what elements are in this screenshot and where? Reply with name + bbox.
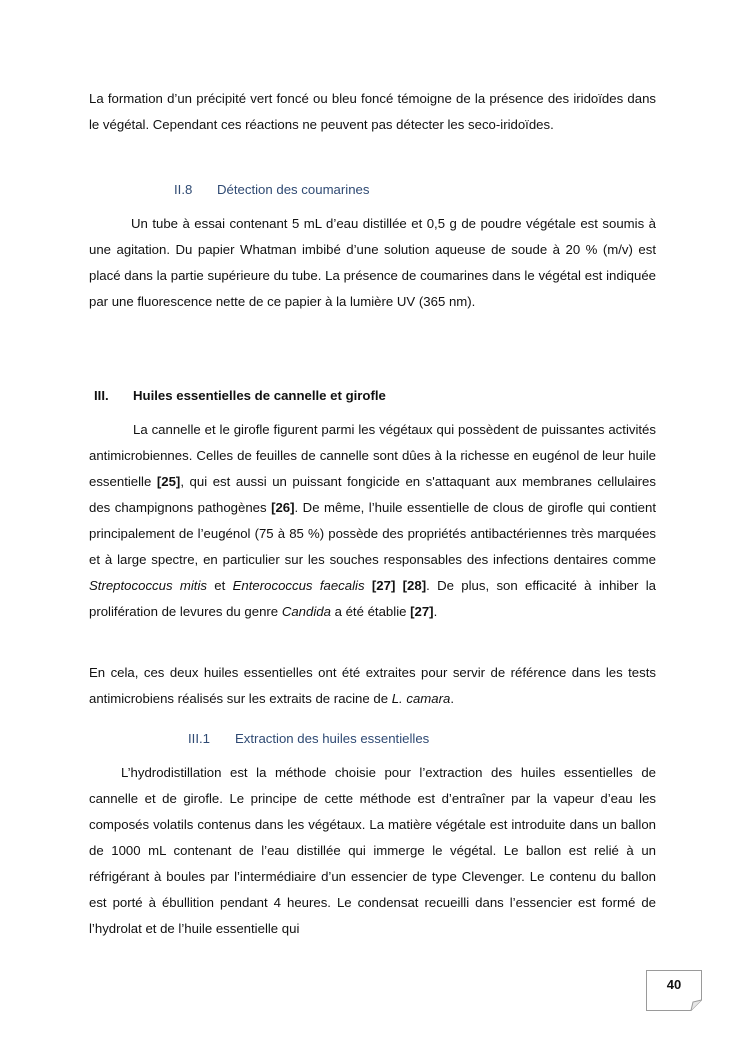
subheading-number: II.8 <box>174 182 193 197</box>
subheading-title: Détection des coumarines <box>217 182 370 197</box>
species-name: Enterococcus faecalis <box>232 578 365 593</box>
subheading-number: III.1 <box>188 731 210 746</box>
citation: [25] <box>156 474 181 489</box>
paragraph-reference-use: En cela, ces deux huiles essentielles ont été extraites pour servir de référence dans les tests antimicrobiens réalisés sur les extraits de racine de L. camara. <box>89 665 656 706</box>
paragraph-hydrodistillation: L’hydrodistillation est la méthode choisie pour l’extraction des huiles essentielles de cannelle et de girofle. Le principe de cette méthode est d’entraîner par la vapeur d’eau les composés volatils contenus dans les végétaux. La matière végétale est introduite dans un ballon de 1000 mL contenant de l’eau distillée qui immerge le végétal. Le ballon est relié à un réfrigérant à boules par l’intermédiaire d’un essencier de type Clevenger. Le contenu du ballon est porté à ébullition pendant 4 heures. Le condensat recueilli dans l’essencier est formé de l’hydrolat et de l’huile essentielle qui <box>89 765 656 936</box>
paragraph-iridoides: La formation d’un précipité vert foncé ou bleu foncé témoigne de la présence des iridoïdes dans le végétal. Cependant ces réactions ne peuvent pas détecter les seco-iridoïdes. <box>89 91 656 132</box>
citation: [27] <box>410 604 434 619</box>
species-name: Streptococcus mitis <box>89 578 207 593</box>
page-number: 40 <box>666 977 682 992</box>
species-name: L. camara <box>391 691 451 706</box>
section-number: III. <box>94 388 109 403</box>
citation: [27] [28] <box>371 578 427 593</box>
subheading-iii1 <box>188 729 429 749</box>
paragraph-cannelle-girofle: La cannelle et le girofle figurent parmi les végétaux qui possèdent de puissantes activités antimicrobiennes. Celles de feuilles de cannelle sont dûes à la richesse en eugénol de leur huile essentielle [25], qui est aussi un puissant fongicide en s'attaquant aux membranes cellulaires des champignons pathogènes [26]. De même, l’huile essentielle de clous de girofle qui contient principalement de l’eugénol (75 à 85 %) possède des propriétés antibactériennes très marquées et à large spectre, en particulier sur les souches responsables des infections dentaires comme Streptococcus mitis et Enterococcus faecalis [27] [28]. De plus, son efficacité à inhiber la prolifération de levures du genre Candida a été établie [27]. <box>89 422 656 619</box>
page-number-box <box>646 970 702 1010</box>
citation: [26] <box>271 500 295 515</box>
section-heading-iii <box>94 386 386 406</box>
subheading-ii8 <box>174 180 369 200</box>
species-name: Candida <box>281 604 331 619</box>
paragraph-coumarines: Un tube à essai contenant 5 mL d’eau distillée et 0,5 g de poudre végétale est soumis à une agitation. Du papier Whatman imbibé d’une solution aqueuse de soude à 20 % (m/v) est placé dans la partie supérieure du tube. La présence de coumarines dans le végétal est indiquée par une fluorescence nette de ce papier à la lumière UV (365 nm). <box>89 216 656 309</box>
subheading-title: Extraction des huiles essentielles <box>235 731 430 746</box>
section-title: Huiles essentielles de cannelle et girofle <box>133 388 386 403</box>
